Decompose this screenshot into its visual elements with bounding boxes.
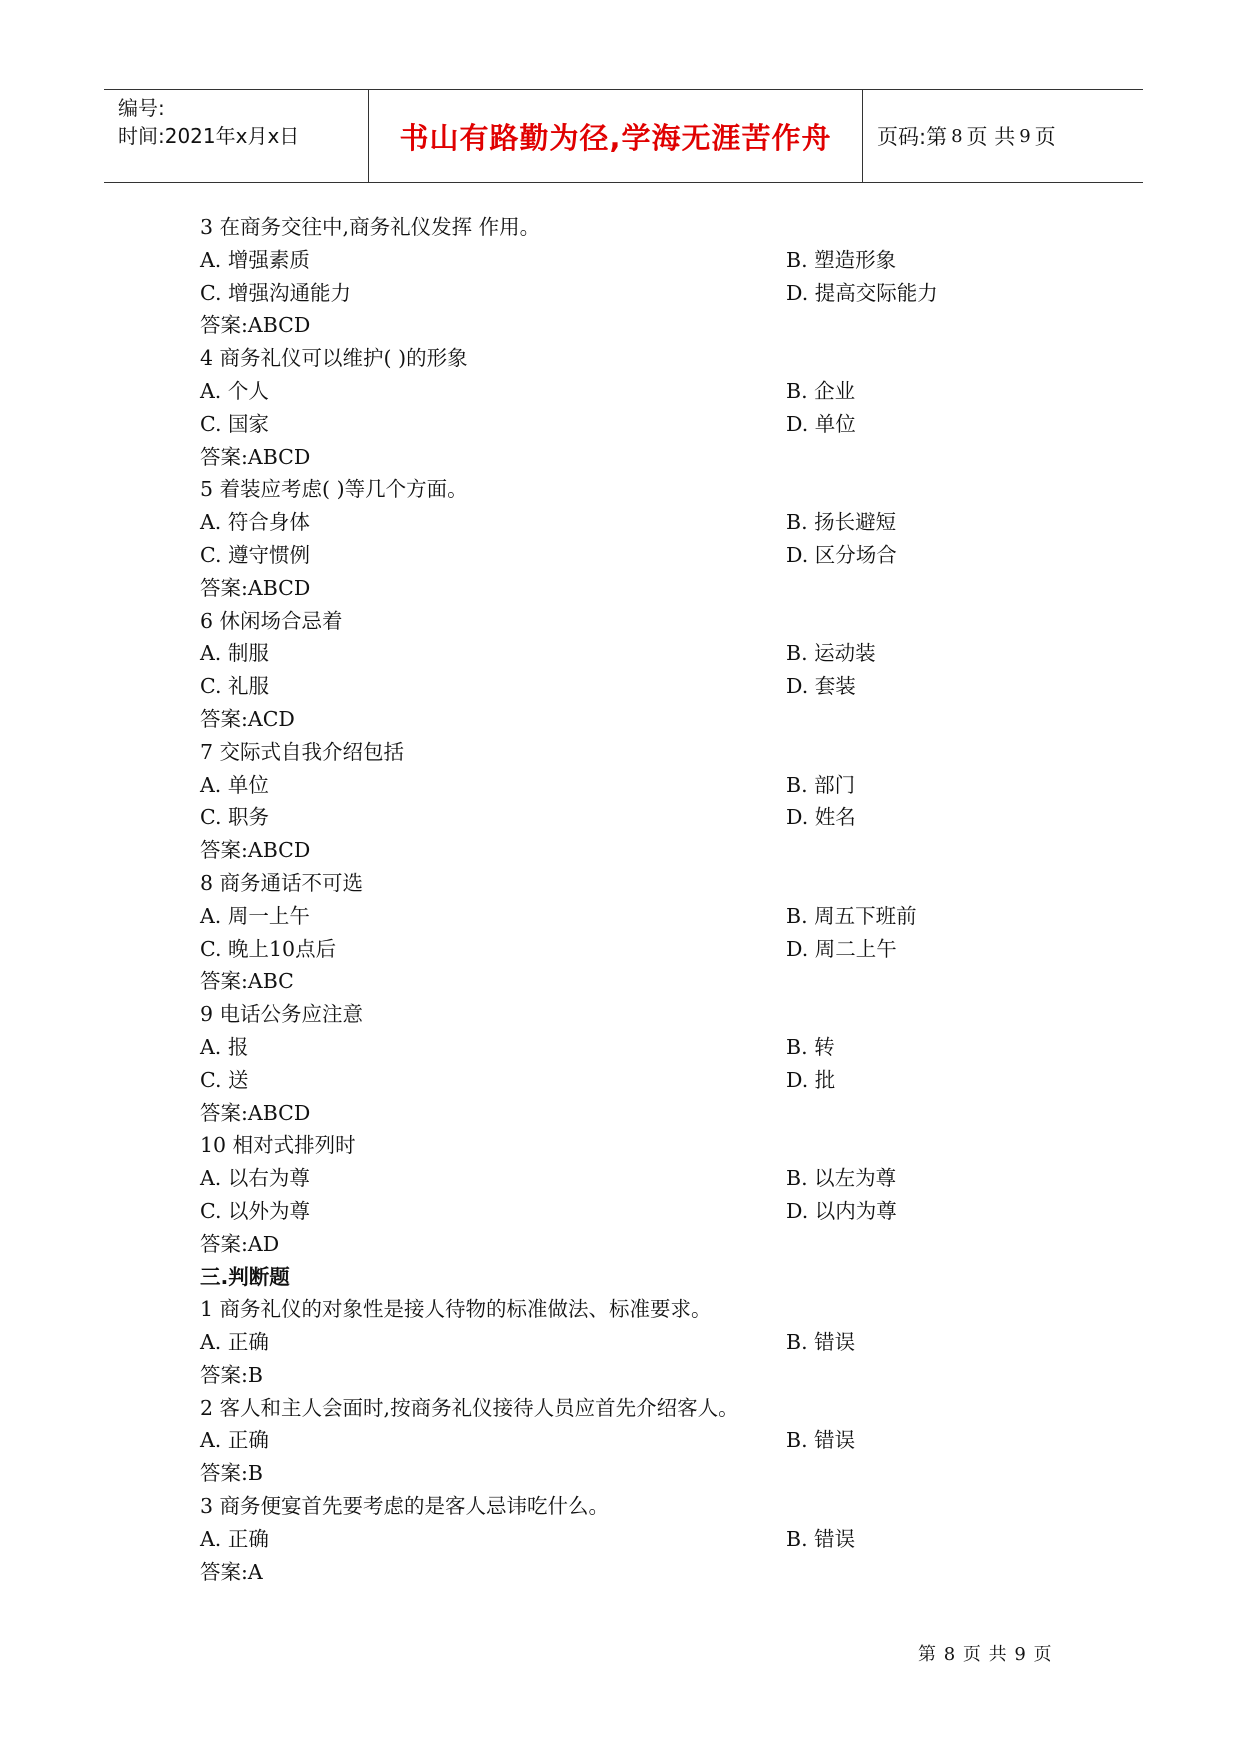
answer-line — [200, 441, 1100, 474]
answer-line-text: 答案:B — [200, 1461, 263, 1486]
page-suffix: 页 — [1034, 125, 1056, 149]
header-motto-cell — [368, 90, 863, 182]
option-left: C. 职务 — [200, 805, 269, 830]
question-text-text: 4 商务礼仪可以维护( )的形象 — [200, 346, 468, 371]
answer-line — [200, 834, 1100, 867]
question-text-text: 3 在商务交往中,商务礼仪发挥 作用。 — [200, 215, 541, 239]
question-text — [200, 1293, 1100, 1326]
page-total: 9 — [1019, 125, 1031, 147]
option-left: A. 以右为尊 — [200, 1166, 310, 1191]
option-right: D. 区分场合 — [786, 542, 897, 567]
question-text-text: 10 相对式排列时 — [200, 1133, 356, 1158]
answer-line — [200, 572, 1100, 605]
question-text — [200, 736, 1100, 769]
answer-line-text: 答案:AD — [200, 1231, 280, 1256]
answer-line-text: 答案:ABCD — [200, 838, 311, 863]
question-text — [200, 1129, 1100, 1162]
answer-line-text: 答案:A — [200, 1559, 263, 1584]
option-right: B. 运动装 — [786, 641, 876, 666]
option-left: C. 礼服 — [200, 674, 269, 699]
option-right: D. 单位 — [786, 411, 856, 436]
option-right: B. 部门 — [786, 772, 856, 797]
answer-line — [200, 309, 1100, 342]
answer-line — [200, 965, 1100, 998]
question-text-text: 8 商务通话不可选 — [200, 870, 364, 895]
answer-line-text: 答案:ABCD — [200, 313, 311, 338]
question-text-text: 2 客人和主人会面时,按商务礼仪接待人员应首先介绍客人。 — [200, 1395, 739, 1420]
option-row — [200, 1162, 1100, 1195]
question-text — [200, 473, 1100, 506]
option-right: B. 以左为尊 — [786, 1166, 897, 1191]
option-row — [200, 539, 1100, 572]
section-heading — [200, 1261, 1100, 1294]
question-text — [200, 1392, 1100, 1425]
document-number-label: 编号: — [118, 96, 165, 120]
option-right: B. 企业 — [786, 378, 856, 403]
option-left: A. 周一上午 — [200, 903, 310, 928]
option-row — [200, 933, 1100, 966]
option-right: D. 以内为尊 — [786, 1198, 897, 1223]
question-text — [200, 211, 1100, 244]
option-right: B. 转 — [786, 1034, 835, 1059]
option-left: C. 增强沟通能力 — [200, 280, 351, 305]
option-left: C. 送 — [200, 1067, 249, 1092]
question-text — [200, 605, 1100, 638]
option-row — [200, 1064, 1100, 1097]
option-row — [200, 408, 1100, 441]
option-row — [200, 769, 1100, 802]
option-left: A. 正确 — [200, 1526, 269, 1551]
page-footer: 第 8 页 共 9 页 — [918, 1644, 1053, 1665]
question-text — [200, 1490, 1100, 1523]
option-row — [200, 506, 1100, 539]
section-heading-text: 三.判断题 — [200, 1264, 290, 1289]
option-right: B. 扬长避短 — [786, 510, 897, 535]
question-text — [200, 342, 1100, 375]
answer-line-text: 答案:ABCD — [200, 444, 311, 469]
question-text — [200, 998, 1100, 1031]
header-page-info — [863, 90, 1143, 182]
option-left: A. 个人 — [200, 378, 269, 403]
option-row — [200, 637, 1100, 670]
question-text-text: 7 交际式自我介绍包括 — [200, 739, 405, 764]
option-left: A. 报 — [200, 1034, 249, 1059]
answer-line — [200, 1228, 1100, 1261]
answer-line-text: 答案:ABCD — [200, 575, 311, 600]
answer-line — [200, 1359, 1100, 1392]
question-text-text: 6 休闲场合忌着 — [200, 608, 343, 633]
option-left: A. 制服 — [200, 641, 269, 666]
option-row — [200, 801, 1100, 834]
option-left: C. 晚上10点后 — [200, 936, 337, 961]
answer-line — [200, 1097, 1100, 1130]
question-text-text: 3 商务便宴首先要考虑的是客人忌讳吃什么。 — [200, 1494, 610, 1519]
option-right: B. 错误 — [786, 1428, 856, 1453]
page-mid: 页 共 — [966, 125, 1016, 149]
answer-line-text: 答案:ABC — [200, 969, 294, 994]
option-left: A. 符合身体 — [200, 510, 310, 535]
answer-line — [200, 1457, 1100, 1490]
option-left: A. 正确 — [200, 1330, 269, 1355]
page-prefix: 页码:第 — [877, 125, 948, 149]
option-row — [200, 1326, 1100, 1359]
option-row — [200, 900, 1100, 933]
page-current: 8 — [951, 125, 963, 147]
option-left: A. 单位 — [200, 772, 269, 797]
option-right: D. 提高交际能力 — [786, 280, 938, 305]
question-text-text: 5 着装应考虑( )等几个方面。 — [200, 477, 468, 502]
header-meta — [104, 90, 368, 182]
option-right: D. 套装 — [786, 674, 856, 699]
option-right: D. 周二上午 — [786, 936, 897, 961]
option-row — [200, 277, 1100, 310]
answer-line — [200, 703, 1100, 736]
page-header — [104, 89, 1143, 183]
option-row — [200, 375, 1100, 408]
question-list — [200, 211, 1100, 1588]
answer-line-text: 答案:ACD — [200, 706, 295, 731]
option-row — [200, 1523, 1100, 1556]
answer-line-text: 答案:B — [200, 1362, 263, 1387]
option-row — [200, 1424, 1100, 1457]
answer-line-text: 答案:ABCD — [200, 1100, 311, 1125]
option-left: C. 以外为尊 — [200, 1198, 310, 1223]
header-motto: 书山有路勤为径,学海无涯苦作舟 — [399, 120, 832, 155]
option-row — [200, 670, 1100, 703]
answer-line — [200, 1556, 1100, 1589]
option-right: B. 错误 — [786, 1330, 856, 1355]
option-left: C. 国家 — [200, 411, 269, 436]
option-right: B. 周五下班前 — [786, 903, 917, 928]
option-row — [200, 1031, 1100, 1064]
option-right: B. 塑造形象 — [786, 247, 897, 272]
option-row — [200, 1195, 1100, 1228]
question-text-text: 9 电话公务应注意 — [200, 1002, 364, 1027]
question-text-text: 1 商务礼仪的对象性是接人待物的标准做法、标准要求。 — [200, 1297, 712, 1322]
option-right: D. 批 — [786, 1067, 836, 1092]
option-left: A. 正确 — [200, 1428, 269, 1453]
question-text — [200, 867, 1100, 900]
option-left: C. 遵守惯例 — [200, 542, 310, 567]
option-right: D. 姓名 — [786, 805, 856, 830]
option-row — [200, 244, 1100, 277]
option-left: A. 增强素质 — [200, 247, 310, 272]
document-time: 时间:2021年x月x日 — [118, 124, 300, 148]
option-right: B. 错误 — [786, 1526, 856, 1551]
